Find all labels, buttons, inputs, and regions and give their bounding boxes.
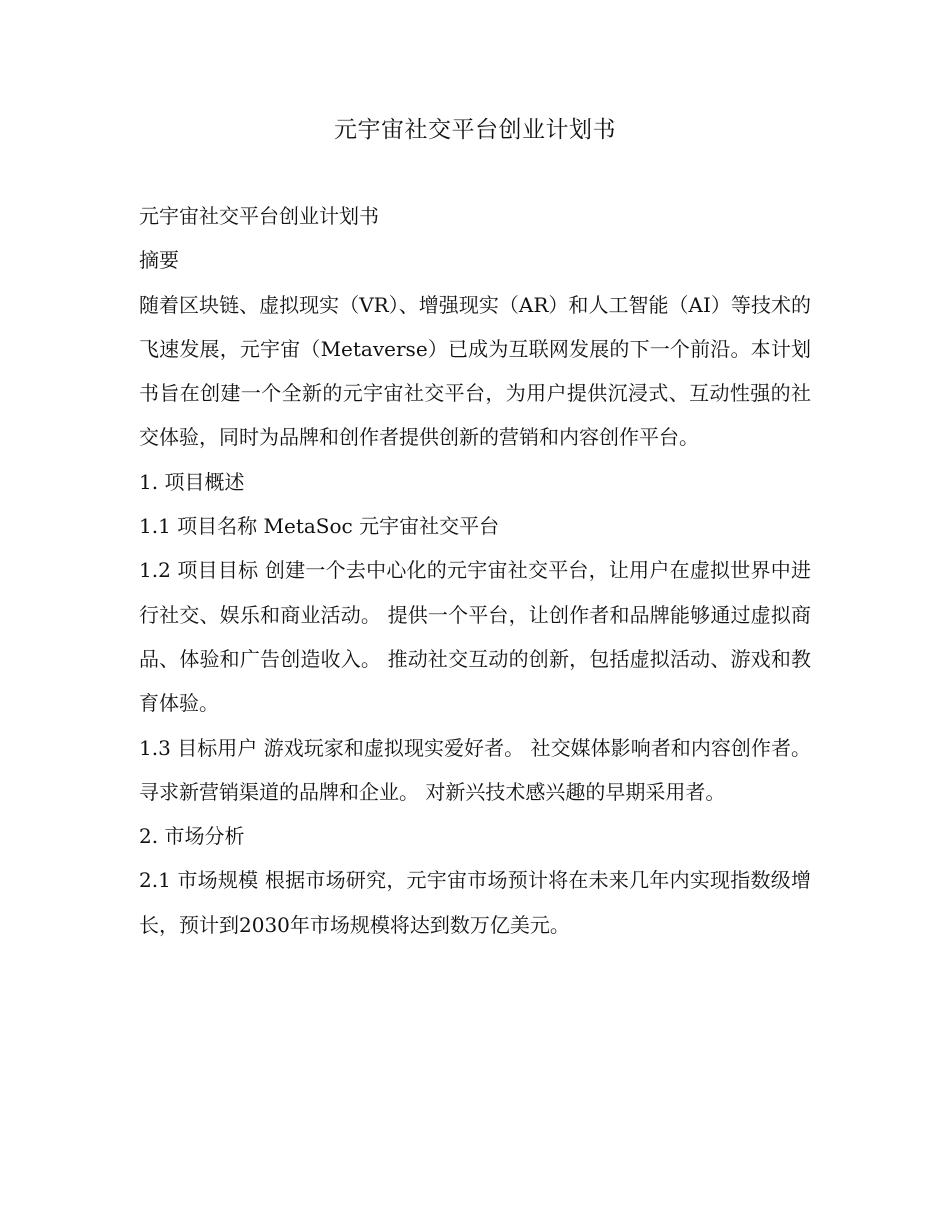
abstract-paragraph: 随着区块链、虚拟现实（VR）、增强现实（AR）和人工智能（AI）等技术的飞速发展，元宇宙（Metaverse）已成为互联网发展的下一个前沿。本计划书旨在创建一个全新的元宇宙社交平台，为用户提供沉浸式、互动性强的社交体验，同时为品牌和创作者提供创新的营销和内容创作平台。 [139, 292, 811, 450]
abstract-heading: 摘要 [139, 248, 179, 273]
target-users-paragraph: 1.3 目标用户 游戏玩家和虚拟现实爱好者。 社交媒体影响者和内容创作者。 寻求新营销渠道的品牌和企业。 对新兴技术感兴趣的早期采用者。 [139, 735, 811, 804]
document-title: 元宇宙社交平台创业计划书 [334, 117, 616, 143]
document-body [139, 194, 811, 947]
subtitle-paragraph: 元宇宙社交平台创业计划书 [139, 204, 379, 228]
market-size-paragraph: 2.1 市场规模 根据市场研究，元宇宙市场预计将在未来几年内实现指数级增长，预计到2030年市场规模将达到数万亿美元。 [139, 868, 811, 937]
project-name-paragraph: 1.1 项目名称 MetaSoc 元宇宙社交平台 [139, 514, 500, 539]
project-goals-paragraph: 1.2 项目目标 创建一个去中心化的元宇宙社交平台，让用户在虚拟世界中进行社交、娱乐和商业活动。 提供一个平台，让创作者和品牌能够通过虚拟商品、体验和广告创造收入。 推动社交互动的创新，包括虚拟活动、游戏和教育体验。 [139, 558, 811, 716]
section-heading-market: 2. 市场分析 [139, 824, 245, 849]
section-heading-overview: 1. 项目概述 [139, 469, 245, 494]
